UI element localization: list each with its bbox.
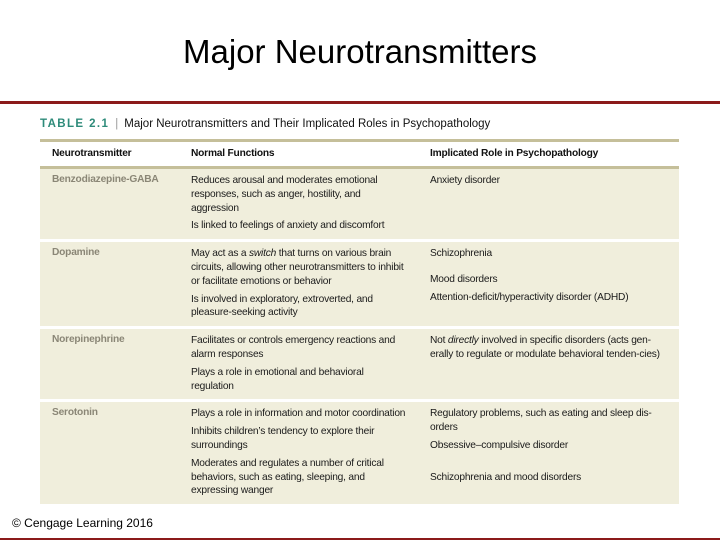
table-title: Major Neurotransmitters and Their Implicated Roles in Psychopathology — [124, 118, 491, 130]
table-header-row — [40, 141, 679, 168]
title-divider — [0, 101, 720, 104]
neurotransmitter-name: Benzodiazepine-GABA — [52, 174, 159, 185]
table-row — [40, 401, 679, 504]
function-item: Plays a role in information and motor coordination — [191, 408, 406, 420]
function-item: Inhibits children’s tendency to explore their surroundings — [191, 426, 375, 451]
implicated-role-cell — [418, 241, 679, 328]
table-row — [40, 328, 679, 401]
table-row — [40, 241, 679, 328]
role-item: Regulatory problems, such as eating and sleep dis-orders — [430, 408, 652, 434]
function-item: Is linked to feelings of anxiety and discomfort — [191, 220, 385, 232]
neurotransmitter-name: Dopamine — [40, 241, 179, 328]
function-item: Facilitates or controls emergency reactions and alarm responses — [191, 335, 396, 360]
header-normal-functions: Normal Functions — [179, 141, 418, 168]
table-caption — [40, 118, 490, 130]
header-implicated-role: Implicated Role in Psychopathology — [418, 141, 679, 168]
normal-functions-cell — [179, 241, 418, 328]
role-item: Anxiety disorder — [430, 175, 500, 186]
neurotransmitter-name: Serotonin — [40, 401, 179, 504]
function-item: Moderates and regulates a number of critical behaviors, such as eating, sleeping, and expressing wanger — [191, 457, 384, 497]
neurotransmitter-name: Norepinephrine — [40, 328, 179, 401]
role-item: Obsessive–compulsive disorder — [430, 439, 569, 451]
table-body — [40, 168, 679, 505]
role-item: Attention-deficit/hyperactivity disorder (ADHD) — [430, 291, 629, 303]
copyright-notice: © Cengage Learning 2016 — [12, 516, 153, 530]
function-item: Plays a role in emotional and behavioral regulation — [191, 366, 364, 392]
normal-functions-cell — [179, 401, 418, 504]
function-item: Reduces arousal and moderates emotional responses, such as anger, hostility, and aggression — [191, 175, 378, 214]
slide-title: Major Neurotransmitters — [183, 33, 537, 70]
normal-functions-cell — [179, 328, 418, 401]
normal-functions-cell — [179, 168, 418, 241]
function-item: Is involved in exploratory, extroverted, and pleasure-seeking activity — [191, 293, 373, 319]
role-item: Schizophrenia — [430, 248, 492, 260]
caption-separator: | — [115, 118, 119, 130]
role-item: Mood disorders — [430, 273, 498, 285]
role-item: Schizophrenia and mood disorders — [430, 471, 582, 483]
implicated-role-cell — [418, 401, 679, 504]
table-number: TABLE 2.1 — [40, 118, 110, 130]
implicated-role-cell — [418, 168, 679, 241]
implicated-role-cell — [418, 328, 679, 401]
function-item: May act as a switch that turns on various brain circuits, allowing other neurotransmitters to inhibit or facilitate emotions or behavior — [191, 248, 404, 287]
neurotransmitter-table — [40, 139, 679, 504]
role-item: Not directly involved in specific disorders (acts gen-erally to regulate or modulate behavioral tenden-cies) — [430, 335, 660, 360]
header-neurotransmitter: Neurotransmitter — [40, 141, 179, 168]
table-row — [40, 168, 679, 241]
